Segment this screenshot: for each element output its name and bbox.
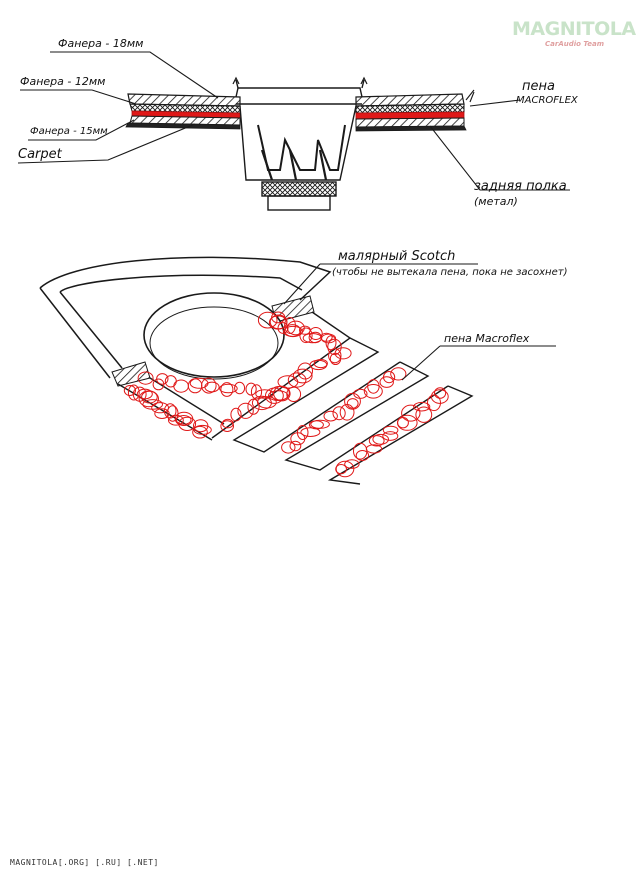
foam-scribble	[174, 380, 189, 392]
label-masking-tape-note: (чтобы не вытекала пена, пока не засохнет)	[332, 267, 568, 278]
plywood-12mm-right	[356, 104, 464, 113]
label-foam: пена	[522, 79, 555, 94]
foam-scribble	[368, 380, 379, 394]
label-plywood-15mm: Фанера - 15мм	[30, 126, 108, 137]
foam-scribble	[333, 407, 345, 420]
plywood-15mm-right	[356, 118, 464, 127]
foam-scribble	[202, 378, 217, 393]
foam-scribble	[416, 407, 432, 422]
foam-scribble	[347, 399, 358, 409]
label-foam-macroflex: пена Macroflex	[444, 332, 530, 345]
masking-tape-left	[112, 362, 150, 386]
foam-scribble	[329, 349, 341, 363]
foam-scribble	[293, 369, 312, 383]
foam-scribble	[231, 408, 241, 421]
foam-scribble	[235, 382, 245, 394]
leader-lines-perspective	[284, 264, 556, 380]
brand-tagline: CarAudio Team	[545, 40, 605, 48]
foam-scribble	[364, 385, 382, 399]
foam-scribble	[428, 395, 441, 411]
label-rear-shelf-note: (метал)	[474, 195, 518, 208]
label-masking-tape: малярный Scotch	[338, 249, 456, 264]
speaker-flange	[236, 88, 362, 97]
foam-scribble	[383, 426, 398, 434]
foam-scribble	[188, 379, 202, 393]
label-foam-brand: MACROFLEX	[516, 95, 578, 106]
foam-scribble	[324, 411, 337, 421]
foam-scribble	[287, 321, 304, 335]
label-rear-shelf: задняя полка	[474, 179, 567, 194]
panel-stack-right	[356, 94, 466, 131]
foam-scribble	[290, 441, 301, 450]
footer-url: MAGNITOLA[.ORG] [.RU] [.NET]	[10, 858, 159, 867]
panel-stack-left	[126, 94, 240, 129]
label-carpet: Carpet	[18, 147, 62, 162]
perspective-view	[40, 257, 556, 484]
foam-scribble	[205, 382, 219, 392]
speaker-hole	[144, 293, 284, 377]
label-plywood-18mm: Фанера - 18мм	[58, 37, 144, 50]
speaker-magnet	[262, 182, 336, 196]
rear-shelf-metal	[356, 126, 466, 131]
foam-scribble	[322, 334, 336, 343]
foam-scribble	[398, 415, 418, 430]
label-plywood-12mm: Фанера - 12мм	[20, 75, 106, 88]
speaker	[233, 78, 367, 210]
speaker-back	[268, 196, 330, 210]
brand-logo: MAGNITOLA	[512, 18, 636, 40]
